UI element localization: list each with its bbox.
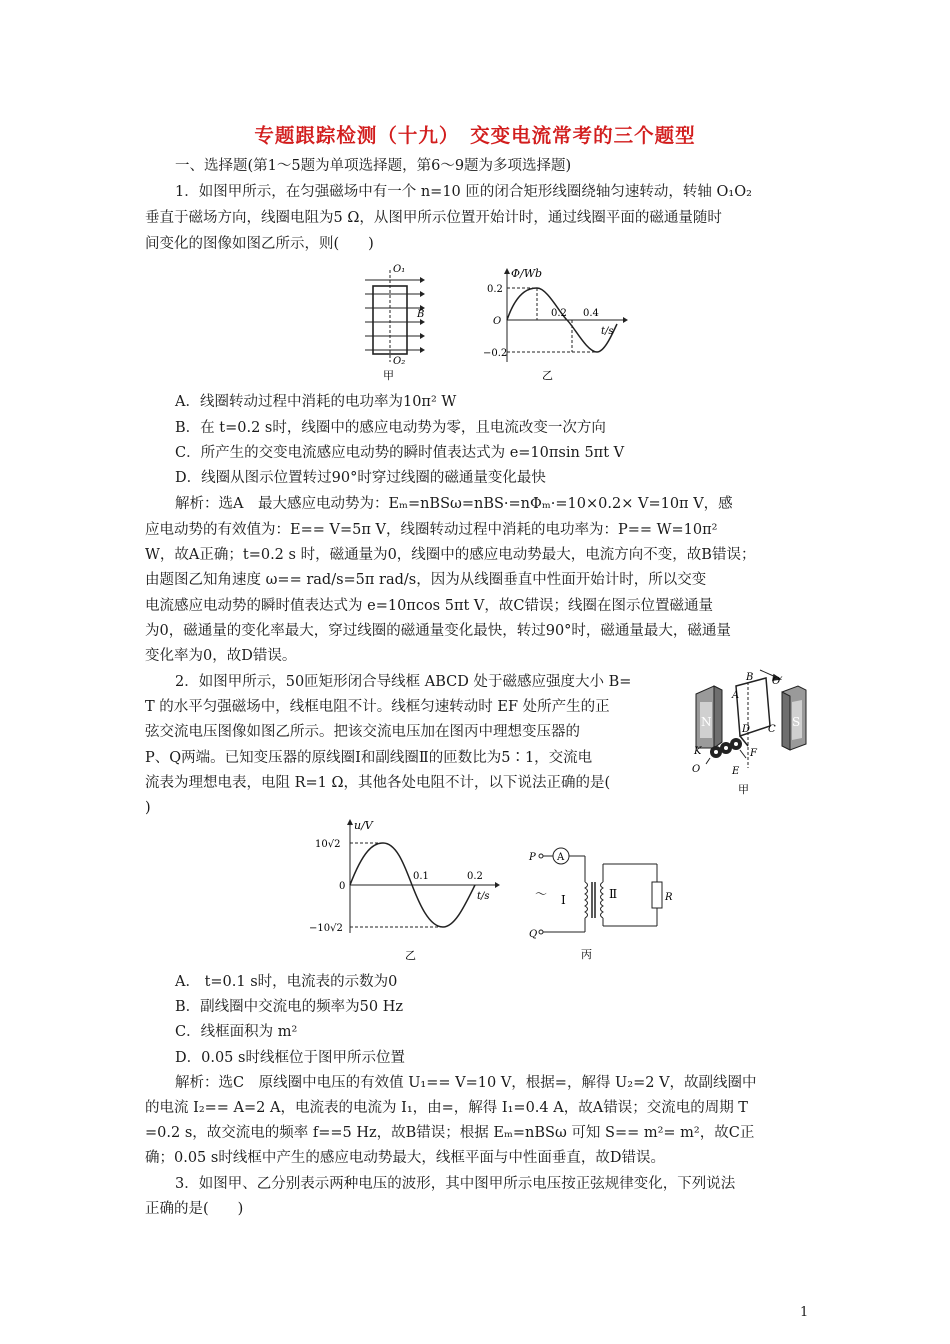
q2-figure-jia [688, 668, 813, 798]
q2-option-c: C．线框面积为 m² [175, 1024, 298, 1040]
q1-stem-line: 间变化的图像如图乙所示，则( ) [145, 236, 374, 252]
origin-label: O [493, 316, 502, 327]
s-pole-label: S [792, 715, 801, 729]
q1-figure-yi [475, 262, 635, 382]
q2-figure-yi [305, 815, 510, 965]
section-heading: 一、选择题(第1～5题为单项选择题，第6～9题为多项选择题) [175, 158, 572, 174]
primary-coil-label: Ⅰ [561, 893, 566, 907]
fig-label-bing: 丙 [581, 948, 592, 961]
y-axis-label: Φ/Wb [511, 267, 543, 280]
b-label: B [746, 672, 754, 683]
y-tick: 0.2 [487, 284, 503, 295]
y-tick: 10√2 [315, 839, 341, 850]
q1-stem-line: 1．如图甲所示，在匀强磁场中有一个 n=10 匝的闭合矩形线圈绕轴匀速转动，转轴 O₁O₂ [175, 184, 752, 200]
a-label: A [732, 690, 740, 701]
q1-figure-jia [355, 262, 445, 382]
q2-stem-line: T 的水平匀强磁场中，线框电阻不计。线框匀速转动时 EF 处所产生的正 [145, 699, 610, 715]
ammeter-label: A [557, 852, 565, 863]
q1-option-c: C．所产生的交变电流感应电动势的瞬时值表达式为 e=10πsin 5πt V [175, 445, 625, 461]
x-axis-label: t/s [477, 891, 490, 902]
q1-option-a: A．线圈转动过程中消耗的电功率为10π² W [175, 394, 457, 410]
q2-option-b: B．副线圈中交流电的频率为50 Hz [175, 999, 403, 1015]
x-tick: 0.1 [413, 871, 429, 882]
q1-analysis-line: 解析：选A 最大感应电动势为：Eₘ=nBSω=nBS·=nΦₘ·=10×0.2× V=10π V，感 [175, 496, 733, 512]
secondary-coil-label: Ⅱ [609, 887, 618, 901]
o-prime-label: O′ [772, 676, 783, 687]
o2-label: O₂ [393, 356, 406, 367]
p-label: P [529, 852, 536, 863]
resistor-label: R [665, 892, 673, 903]
q3-stem-line: 3．如图甲、乙分别表示两种电压的波形，其中图甲所示电压按正弦规律变化，下列说法 [175, 1176, 736, 1192]
q-label: Q [529, 929, 538, 940]
x-tick: 0.2 [551, 308, 567, 319]
origin-label: 0 [339, 881, 346, 892]
q1-option-b: B．在 t=0.2 s时，线圈中的感应电动势为零，且电流改变一次方向 [175, 420, 606, 436]
q2-analysis-line: 解析：选C 原线圈中电压的有效值 U₁== V=10 V，根据=，解得 U₂=2 V，故副线圈中 [175, 1075, 757, 1091]
n-pole-label: N [701, 715, 712, 729]
fig-label-jia: 甲 [738, 783, 749, 796]
f-label: F [750, 748, 757, 759]
x-tick: 0.4 [583, 308, 599, 319]
q1-analysis-line: 电流感应电动势的瞬时值表达式为 e=10πcos 5πt V，故C错误；线圈在图示位置磁通量 [145, 598, 713, 614]
o1-label: O₁ [393, 264, 406, 275]
q1-stem-line: 垂直于磁场方向，线圈电阻为5 Ω，从图甲所示位置开始计时，通过线圈平面的磁通量随时 [145, 210, 722, 226]
o-label: O [692, 764, 701, 775]
q2-stem-line: P、Q两端。已知变压器的原线圈Ⅰ和副线圈Ⅱ的匝数比为5∶1，交流电 [145, 750, 593, 766]
q2-figure-bing [525, 840, 685, 965]
fig-label-yi: 乙 [542, 369, 553, 382]
q1-analysis-line: 为0，磁通量的变化率最大，穿过线圈的磁通量变化最快，转过90°时，磁通量最大，磁通量 [145, 623, 731, 639]
q1-analysis-line: 由题图乙知角速度 ω== rad/s=5π rad/s，因为从线圈垂直中性面开始计时，所以交变 [145, 572, 707, 588]
e-label: E [732, 766, 740, 777]
q1-analysis-line: 应电动势的有效值为：E== V=5π V，线圈转动过程中消耗的电功率为：P== W=10π² [145, 522, 718, 538]
q2-stem-line: 2．如图甲所示，50匝矩形闭合导线框 ABCD 处于磁感应强度大小 B= [175, 674, 632, 690]
k-label: K [694, 746, 702, 757]
q1-analysis-line: W，故A正确；t=0.2 s 时，磁通量为0，线圈中的感应电动势最大，电流方向不变，故B错误； [145, 547, 756, 563]
q2-stem-line: ) [145, 800, 151, 816]
fig-label-jia: 甲 [383, 369, 394, 382]
fig-label-yi: 乙 [405, 949, 416, 962]
x-tick: 0.2 [467, 871, 483, 882]
x-axis-label: t/s [601, 326, 614, 337]
b-label: B [417, 309, 425, 320]
q3-stem-line: 正确的是( ) [145, 1201, 244, 1217]
c-label: C [768, 724, 776, 735]
page-number: 1 [800, 1305, 809, 1320]
q2-option-a: A． t=0.1 s时，电流表的示数为0 [175, 974, 398, 990]
page-title: 专题跟踪检测（十九） 交变电流常考的三个题型 [254, 124, 696, 147]
d-label: D [742, 724, 751, 735]
ac-source-symbol: ～ [535, 887, 548, 901]
y-tick: −0.2 [483, 348, 508, 359]
q2-stem-line: 弦交流电压图像如图乙所示。把该交流电压加在图丙中理想变压器的 [145, 724, 580, 740]
q2-analysis-line: 的电流 I₂== A=2 A，电流表的电流为 I₁，由=，解得 I₁=0.4 A，故A错误；交流电的周期 T [145, 1100, 748, 1116]
q1-option-d: D．线圈从图示位置转过90°时穿过线圈的磁通量变化最快 [175, 470, 546, 486]
q2-stem-line: 流表为理想电表，电阻 R=1 Ω，其他各处电阻不计，以下说法正确的是( [145, 775, 611, 791]
q2-option-d: D．0.05 s时线框位于图甲所示位置 [175, 1050, 405, 1066]
q2-analysis-line: =0.2 s，故交流电的频率 f==5 Hz，故B错误；根据 Eₘ=nBSω 可知 S== m²= m²，故C正 [145, 1125, 755, 1141]
y-tick: −10√2 [309, 923, 343, 934]
q2-analysis-line: 确；0.05 s时线框中产生的感应电动势最大，线框平面与中性面垂直，故D错误。 [145, 1150, 665, 1166]
y-axis-label: u/V [354, 819, 373, 832]
q1-analysis-line: 变化率为0，故D错误。 [145, 648, 297, 664]
